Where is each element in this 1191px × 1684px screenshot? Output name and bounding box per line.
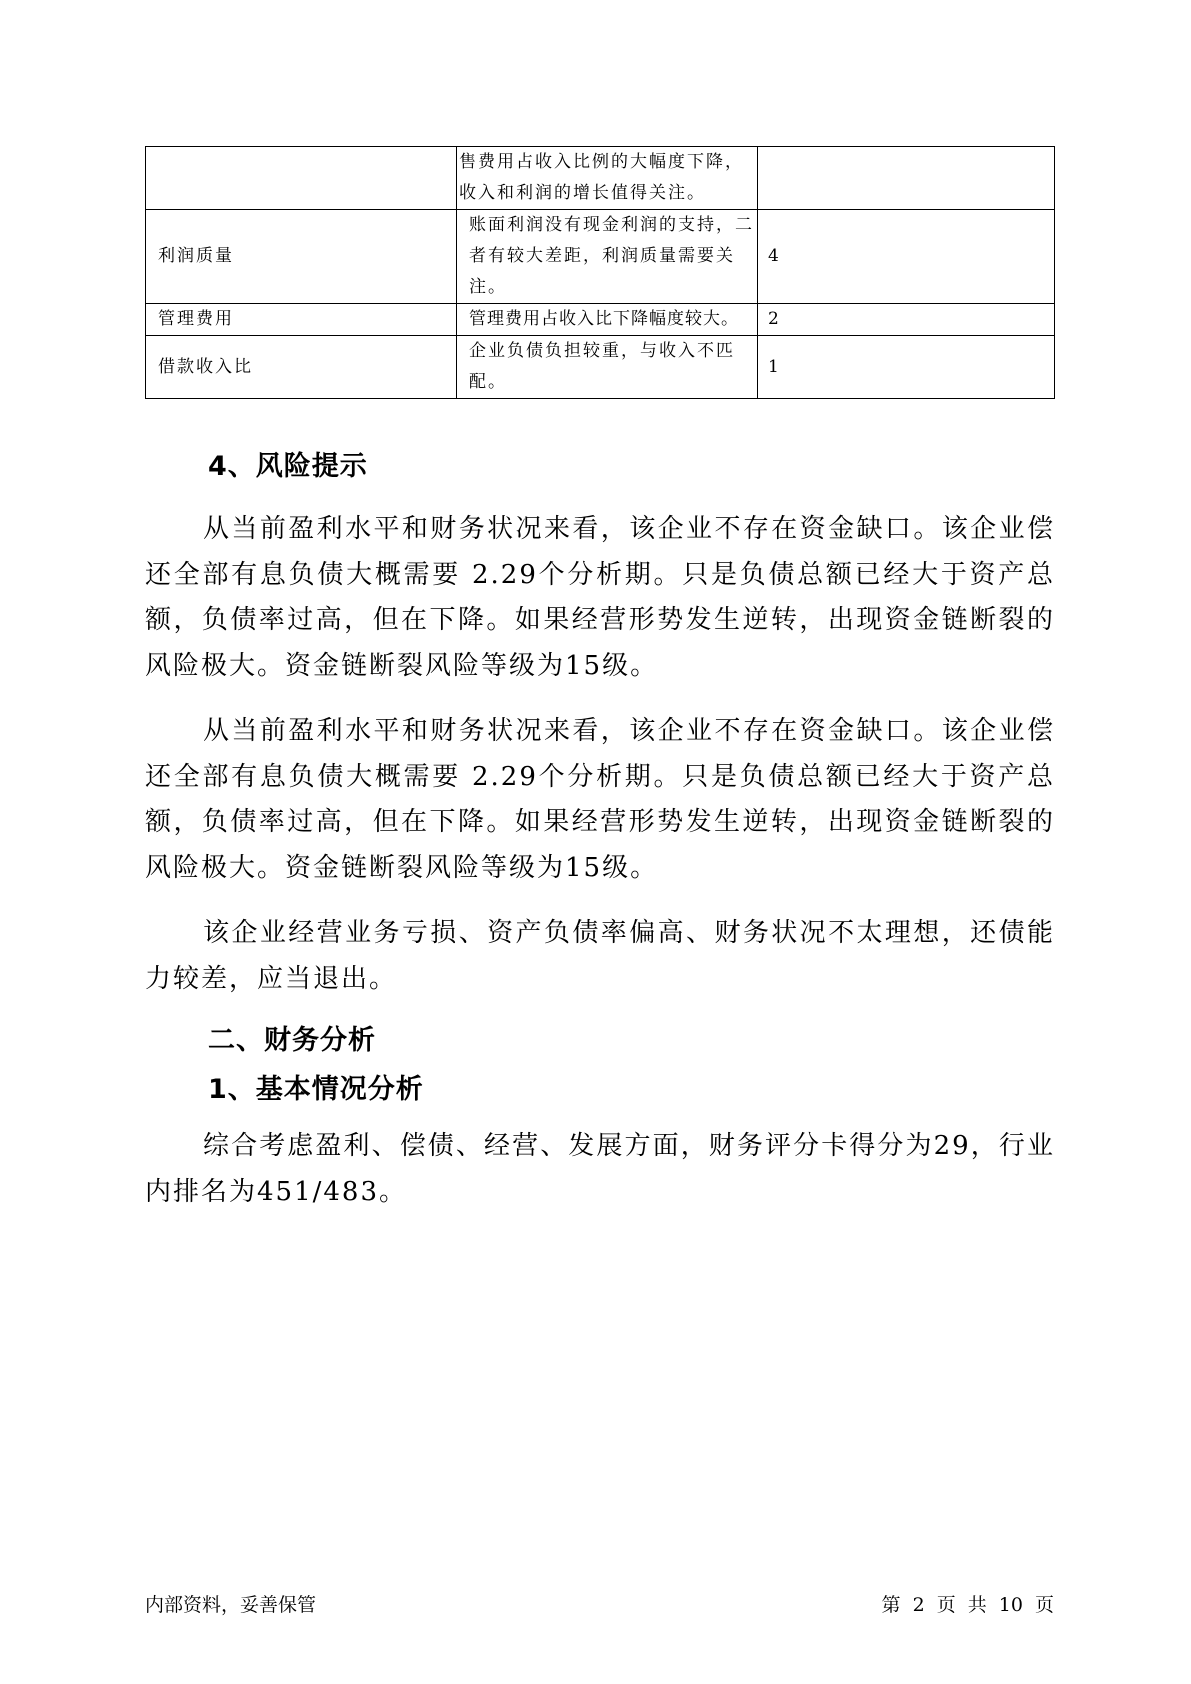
footer-page-number: 第 2 页 共 10 页 (881, 1594, 1054, 1616)
table-cell-item: 利润质量 (146, 210, 457, 304)
footer-confidential-note: 内部资料，妥善保管 (145, 1594, 317, 1616)
desc-text: 管理费用占收入比下降幅度较大。 (469, 309, 739, 329)
table-cell-item (146, 147, 457, 210)
table-row (146, 210, 1055, 304)
table-row (146, 304, 1055, 336)
risk-paragraph-2: 从当前盈利水平和财务状况来看，该企业不存在资金缺口。该企业偿还全部有息负债大概需要 2.29个分析期。只是负债总额已经大于资产总额，负债率过高，但在下降。如果经营形势发生逆转，出现资金链断裂的风险极大。资金链断裂风险等级为15级。 (145, 716, 1055, 883)
table-row (146, 336, 1055, 399)
table-cell-score (758, 147, 1055, 210)
table-cell-item: 借款收入比 (146, 336, 457, 399)
finance-heading: 二、财务分析 (208, 1025, 376, 1056)
risk-paragraph-3: 该企业经营业务亏损、资产负债率偏高、财务状况不太理想，还债能力较差，应当退出。 (145, 918, 1055, 994)
risk-paragraph-1: 从当前盈利水平和财务状况来看，该企业不存在资金缺口。该企业偿还全部有息负债大概需要 2.29个分析期。只是负债总额已经大于资产总额，负债率过高，但在下降。如果经营形势发生逆转，出现资金链断裂的风险极大。资金链断裂风险等级为15级。 (145, 514, 1055, 681)
desc-text: 账面利润没有现金利润的支持，二者有较大差距，利润质量需要关注。 (469, 215, 754, 297)
table-cell-desc (457, 336, 758, 399)
table-cell-score: 4 (758, 210, 1055, 304)
table-cell-desc (457, 210, 758, 304)
desc-text: 售费用占收入比例的大幅度下降，收入和利润的增长值得关注。 (459, 152, 744, 203)
table-row (146, 147, 1055, 210)
table-cell-score: 1 (758, 336, 1055, 399)
risk-indicator-table (145, 146, 1055, 399)
basic-analysis-paragraph: 综合考虑盈利、偿债、经营、发展方面，财务评分卡得分为29，行业内排名为451/483。 (145, 1131, 1055, 1207)
table-cell-desc (457, 304, 758, 336)
desc-text: 企业负债负担较重，与收入不匹配。 (469, 341, 735, 392)
risk-heading: 4、风险提示 (208, 451, 368, 482)
table-cell-desc (457, 147, 758, 210)
table-cell-score: 2 (758, 304, 1055, 336)
basic-analysis-heading: 1、基本情况分析 (208, 1074, 424, 1105)
table-cell-item: 管理费用 (146, 304, 457, 336)
